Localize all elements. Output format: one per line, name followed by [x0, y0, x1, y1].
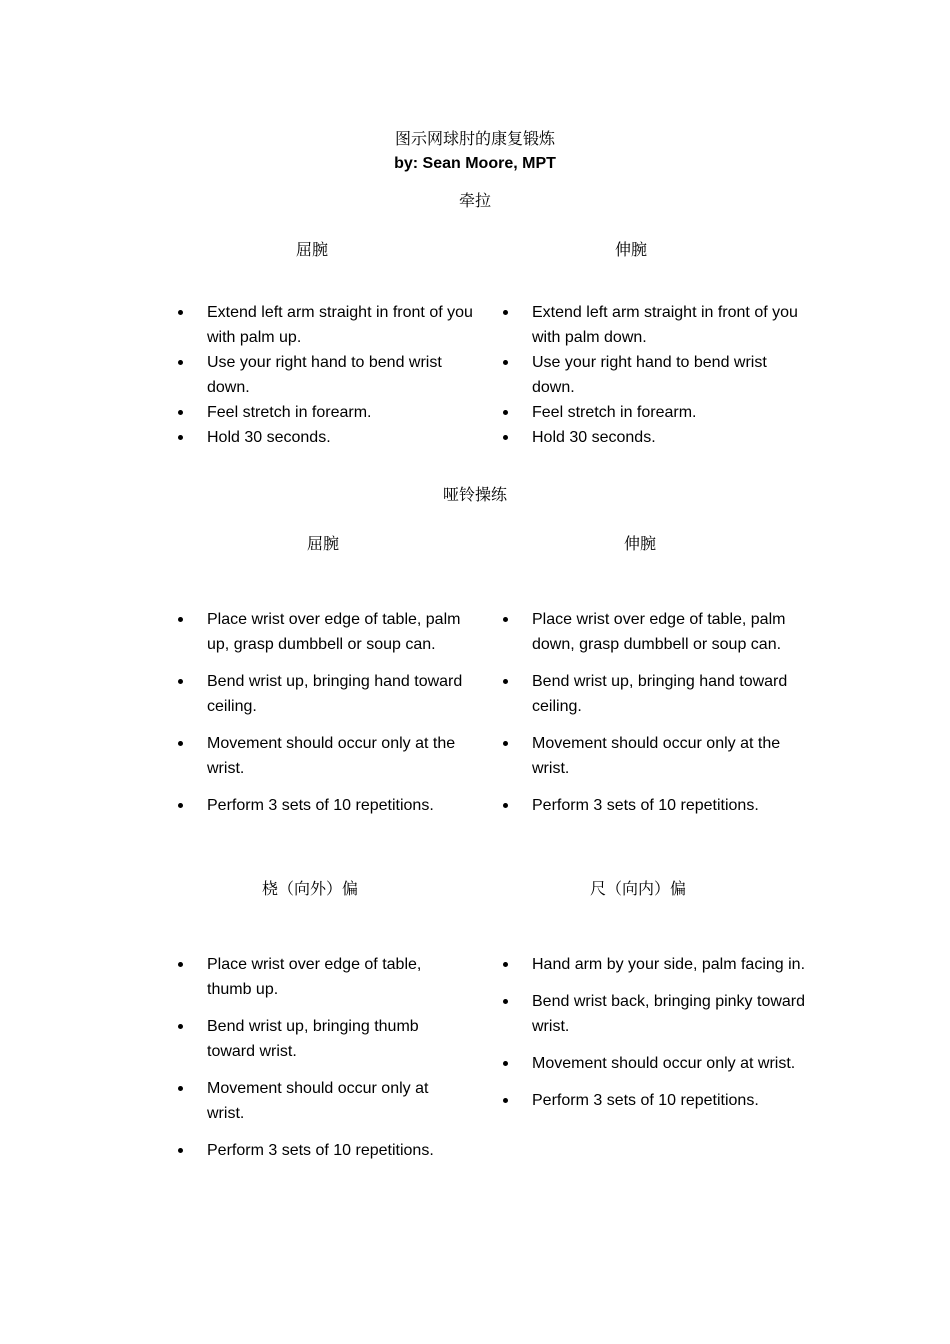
deviation-left-heading: 桡（向外）偏 — [262, 879, 359, 898]
list-item: Movement should occur only at wrist. — [178, 1076, 448, 1126]
list-item: Movement should occur only at the wrist. — [178, 731, 478, 781]
list-item: Place wrist over edge of table, palm down, grasp dumbbell or soup can. — [503, 607, 813, 657]
stretch-left-list — [178, 300, 478, 450]
document-author: by: Sean Moore, MPT — [394, 155, 556, 172]
list-item: Extend left arm straight in front of you with palm up. — [178, 300, 478, 350]
list-item: Bend wrist back, bringing pinky toward wrist. — [503, 989, 813, 1039]
list-item: Place wrist over edge of table, palm up, grasp dumbbell or soup can. — [178, 607, 478, 657]
list-item: Bend wrist up, bringing hand toward ceiling. — [503, 669, 813, 719]
list-item: Hold 30 seconds. — [178, 425, 478, 450]
dumbbell-right-heading: 伸腕 — [624, 534, 657, 553]
section-heading-stretch: 牵拉 — [458, 191, 491, 210]
stretch-right-list — [503, 300, 813, 450]
list-item: Hold 30 seconds. — [503, 425, 813, 450]
list-item: Bend wrist up, bringing hand toward ceiling. — [178, 669, 478, 719]
list-item: Extend left arm straight in front of you with palm down. — [503, 300, 813, 350]
list-item: Perform 3 sets of 10 repetitions. — [503, 793, 813, 818]
list-item: Movement should occur only at the wrist. — [503, 731, 813, 781]
list-item: Perform 3 sets of 10 repetitions. — [503, 1088, 813, 1113]
list-item: Feel stretch in forearm. — [178, 400, 478, 425]
dumbbell-left-heading: 屈腕 — [307, 534, 340, 553]
stretch-right-heading: 伸腕 — [615, 240, 648, 259]
list-item: Use your right hand to bend wrist down. — [178, 350, 478, 400]
section-heading-dumbbell: 哑铃操练 — [442, 485, 507, 504]
list-item: Place wrist over edge of table, thumb up. — [178, 952, 448, 1002]
list-item: Bend wrist up, bringing thumb toward wrist. — [178, 1014, 448, 1064]
stretch-left-heading: 屈腕 — [296, 240, 329, 259]
list-item: Movement should occur only at wrist. — [503, 1051, 813, 1076]
dumbbell-right-list — [503, 607, 813, 830]
deviation-left-list — [178, 952, 448, 1175]
deviation-right-list — [503, 952, 813, 1125]
deviation-right-heading: 尺（向内）偏 — [590, 879, 687, 898]
list-item: Perform 3 sets of 10 repetitions. — [178, 793, 478, 818]
dumbbell-left-list — [178, 607, 478, 830]
list-item: Perform 3 sets of 10 repetitions. — [178, 1138, 448, 1163]
document-title: 图示网球肘的康复锻炼 — [394, 129, 555, 148]
list-item: Use your right hand to bend wrist down. — [503, 350, 813, 400]
list-item: Hand arm by your side, palm facing in. — [503, 952, 813, 977]
list-item: Feel stretch in forearm. — [503, 400, 813, 425]
